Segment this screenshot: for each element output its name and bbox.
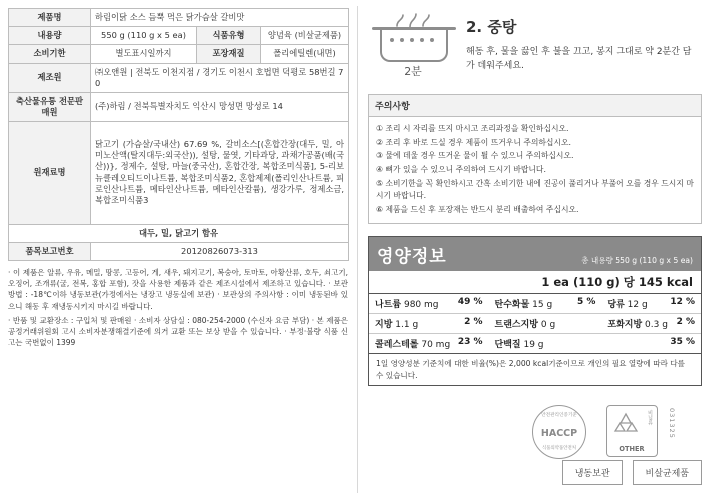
row-value-product-name: 하림이닭 소스 듬뿍 먹은 닭가슴살 갈비맛: [91, 9, 349, 27]
nutrition-cell-fat: [369, 314, 489, 334]
row-value-food-type: 양념육 (비살균제품): [261, 27, 349, 45]
caution-item: ① 조리 시 자리를 뜨지 마시고 조리과정을 확인하십시오.: [376, 124, 569, 133]
pot-icon: [380, 30, 448, 62]
table-row-allergen: [9, 224, 349, 242]
product-info-table: [8, 8, 349, 261]
nutrient-value: 70 mg: [421, 340, 451, 351]
vertical-divider: [357, 6, 358, 493]
nutrition-row: [369, 294, 701, 314]
caution-item: ④ 뼈가 있을 수 있으니 주의하여 드시기 바랍니다.: [376, 164, 546, 174]
row-label-manufacturer: 제조원: [9, 63, 91, 92]
note-allergen-facility: · 이 제품은 알류, 우유, 메밀, 땅콩, 고등어, 게, 새우, 돼지고기, 복숭아, 토마토, 아황산류, 호두, 쇠고기, 오징어, 조개류(굴, 전복, 홍합 포함), 잣을 사용한 제품과 같은 제조시설에서 제조하고 있습니다. · 보관방법 : -18℃이하 냉동보관(가정에서는 냉장고 냉동실에 보관) · 보관상의 주의사항 : 이미 냉동된바 있으니 해동 후 재냉동시키지 마시길 바랍니다.: [8, 267, 348, 311]
nutrient-name: 탄수화물: [494, 300, 530, 311]
print-code: 031325: [668, 408, 676, 439]
allergen-statement: 대두, 밀, 닭고기 함유: [9, 224, 349, 242]
nutrition-cell-sugars: [601, 294, 701, 314]
note-returns-and-claims: · 반품 및 교환장소 : 구입처 및 판매원 · 소비자 상담실 : 080-254-2000 (수신자 요금 부담) · 본 제품은 공정거래위원회 고시 소비자분쟁해결기준에 의거 교환 또는 보상 받을 수 있습니다. · 부정·불량 식품 신고는 국번없이 1399: [8, 315, 348, 348]
recycle-icon: [606, 405, 658, 457]
nutrient-percent: 35 %: [670, 337, 695, 348]
row-label-food-type: 식품유형: [197, 27, 261, 45]
caution-list: [369, 117, 701, 223]
table-row: [9, 63, 349, 92]
nutrient-value: 980 mg: [403, 300, 439, 311]
legal-notes: [8, 267, 348, 349]
haccp-icon: [532, 405, 586, 459]
recycle-mark: [603, 405, 661, 457]
nutrient-percent: 49 %: [457, 297, 483, 308]
nutrition-cell-transfat: [489, 314, 602, 334]
nutrient-name: 콜레스테롤: [375, 340, 419, 351]
nutrient-name: 지방: [375, 320, 393, 331]
nutrition-cell-sodium: [369, 294, 489, 314]
row-label-ingredients: 원재료명: [9, 121, 91, 224]
row-value-ingredients: 닭고기 (가슴살/국내산) 67.69 %, 갈비소스[(혼합간장(대두, 밀, 아미노산액(탈지대두:외국산)), 설탕, 물엿, 기타과당, 과채가공품(배(국산))}, 정제수, 설탕, 마늘(중국산), 혼합간장, 복합조미식품], 5-리보뉴클레오티드이나트륨, 복합조미식품2, 혼합제제(폴리인산나트륨, 피로인산나트륨, 메타인산나트륨, 메타인산칼륨), 생강가루, 정제소금, 복합조미식품3: [91, 121, 349, 224]
nutrient-name: 포화지방: [607, 320, 643, 331]
nutrition-title: 영양정보: [377, 247, 447, 268]
nutrition-facts-box: [368, 236, 702, 386]
haccp-top-text: 안전관리인증기준: [541, 413, 577, 418]
table-row: [9, 27, 349, 45]
bubble-dots-icon: [390, 38, 434, 42]
recycle-arrows-icon: [611, 411, 641, 437]
recycle-other-label: OTHER: [619, 445, 645, 453]
caution-title: 주의사항: [369, 95, 701, 117]
nutrition-cell-cholesterol: [369, 334, 489, 354]
haccp-mark: [528, 405, 590, 457]
product-info-panel: [8, 8, 348, 491]
row-value-packaging: 폴리에틸렌(내면): [261, 45, 349, 63]
step-title: 2. 중탕: [466, 18, 517, 36]
tag-frozen-storage: 냉동보관: [562, 460, 623, 485]
nutrition-row: [369, 314, 701, 334]
nutrient-percent: 5 %: [576, 297, 596, 308]
caution-item: ⑥ 제품을 드신 후 포장재는 반드시 분리 배출하여 주십시오.: [376, 204, 579, 214]
row-value-distributor: (주)하림 / 전북특별자치도 익산시 망성면 망성로 14: [91, 92, 349, 121]
row-label-distributor: 축산물유통 전문판매원: [9, 92, 91, 121]
step-instruction-text: 해동 후, 물을 끓인 후 불을 끄고, 봉지 그대로 약 2분간 담가 데워주세요.: [466, 47, 692, 72]
row-label-item-report-no: 품목보고번호: [9, 242, 91, 260]
table-row: [9, 242, 349, 260]
nutrient-value: 15 g: [532, 300, 553, 311]
nutrient-value: 0 g: [540, 320, 556, 331]
row-label-net-weight: 내용량: [9, 27, 91, 45]
storage-tags: [368, 460, 702, 485]
steam-icon: [392, 12, 434, 28]
nutrition-kcal-line: 1 ea (110 g) 당 145 kcal: [369, 271, 701, 294]
cook-time-label: 2분: [404, 65, 422, 78]
tag-non-sterilized: 비살균제품: [633, 460, 702, 485]
nutrient-percent: 23 %: [457, 337, 483, 348]
certification-marks: [368, 403, 702, 463]
nutrient-value: 0.3 g: [645, 320, 668, 331]
nutrient-percent: 2 %: [676, 317, 695, 328]
caution-item: ③ 물에 데울 경우 뜨거운 물이 튈 수 있으니 주의하십시오.: [376, 151, 574, 161]
table-row: [9, 45, 349, 63]
nutrient-name: 트랜스지방: [494, 320, 538, 331]
table-row: [9, 92, 349, 121]
pot-steam-illustration: [368, 8, 458, 80]
nutrition-header: [369, 237, 701, 271]
table-row: [9, 9, 349, 27]
nutrition-cell-carbs: [489, 294, 602, 314]
nutrient-percent: 2 %: [464, 317, 483, 328]
nutrient-value: 12 g: [627, 300, 648, 311]
row-value-item-report-no: 20120826073-313: [91, 242, 349, 260]
nutrient-name: 나트륨: [375, 300, 402, 311]
row-label-expiry: 소비기한: [9, 45, 91, 63]
caution-item: ⑤ 소비기한을 꼭 확인하시고 간혹 소비기한 내에 진공이 풀리거나 부풀어 오를 경우 드시지 마시기 바랍니다.: [376, 178, 694, 201]
nutrition-serving-note: 총 내용량 550 g (110 g x 5 ea): [581, 255, 693, 265]
row-value-net-weight: 550 g (110 g x 5 ea): [91, 27, 197, 45]
table-row-ingredients: [9, 121, 349, 224]
nutrient-percent: 12 %: [670, 297, 695, 308]
haccp-bottom-text: 식품의약품안전처: [542, 446, 576, 451]
nutrient-name: 당류: [607, 300, 625, 311]
row-value-manufacturer: ㈜오앤원 | 전북도 이천지점 / 경기도 이천시 호법면 덕평로 58번길 70: [91, 63, 349, 92]
caution-box: [368, 94, 702, 224]
nutrition-table: [369, 294, 701, 353]
row-label-packaging: 포장재질: [197, 45, 261, 63]
nutrition-cell-protein: [489, 334, 701, 354]
row-value-expiry: 별도표시일까지: [91, 45, 197, 63]
cooking-instructions-panel: [368, 8, 702, 491]
recycle-material-label: 비닐류: [647, 410, 653, 425]
nutrition-cell-satfat: [601, 314, 701, 334]
haccp-main-text: HACCP: [540, 428, 578, 439]
nutrient-value: 19 g: [523, 340, 544, 351]
nutrition-footnote: 1일 영양성분 기준치에 대한 비율(%)은 2,000 kcal기준이므로 개인의 필요 열량에 따라 다를 수 있습니다.: [369, 353, 701, 385]
nutrition-row: [369, 334, 701, 354]
nutrient-name: 단백질: [494, 340, 521, 351]
row-label-product-name: 제품명: [9, 9, 91, 27]
nutrient-value: 1.1 g: [395, 320, 419, 331]
caution-item: ② 조리 후 바로 드실 경우 제품이 뜨거우니 주의하십시오.: [376, 137, 571, 147]
